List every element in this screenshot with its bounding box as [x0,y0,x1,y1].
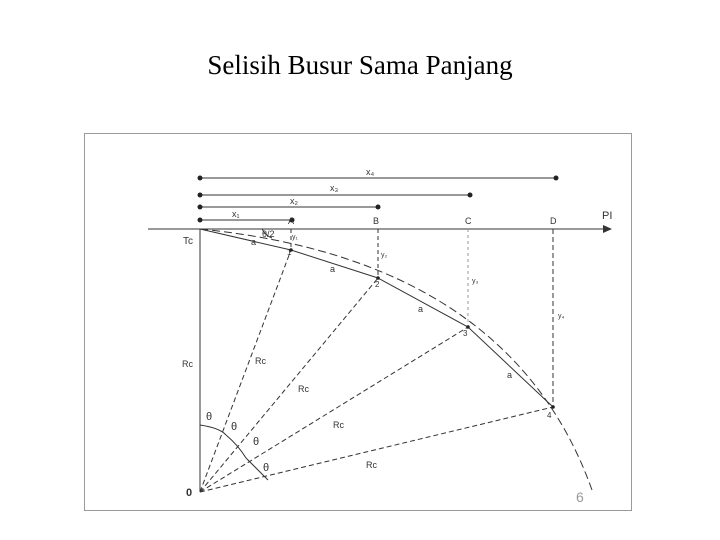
label-y1: y₁ [292,234,298,241]
curve-point-4-dot [551,405,555,409]
label-angle-2: θ [253,436,260,448]
radius-line-2 [200,278,378,492]
label-point-b: B [373,216,380,226]
dim-dot-x3-end [468,193,473,198]
label-rc-4: Rc [366,460,377,470]
dim-dot-x2-start [198,205,203,210]
angle-arc-2 [226,435,246,458]
dim-dot-x1-start [198,218,203,223]
label-arc-4: a [507,370,513,380]
label-y4: y₄ [558,313,565,320]
angle-arc-1 [200,425,226,435]
label-x4: x₄ [366,167,375,177]
label-curve-point-4: 4 [547,411,552,420]
label-y2: y₂ [381,252,388,259]
label-curve-point-1: 1 [287,248,292,257]
label-x3: x₃ [330,183,339,193]
label-x1: x₁ [232,209,240,219]
label-point-c: C [465,216,472,226]
label-arc-3: a [418,304,424,314]
label-center-o: 0 [186,487,193,499]
dim-dot-x3-start [198,193,203,198]
label-arc-1: a [251,237,257,247]
label-pi: PI [602,210,613,222]
label-tc: Tc [183,236,193,247]
label-curve-point-3: 3 [463,329,468,338]
label-point-d: D [550,216,557,226]
label-rc-vertical: Rc [182,359,193,369]
label-rc-3: Rc [333,420,344,430]
label-rc-2: Rc [298,384,309,394]
dim-dot-x4-end [554,176,559,181]
label-y3: y₃ [472,278,479,285]
label-rc-1: Rc [255,356,266,366]
label-angle-1: θ [206,411,213,423]
radius-line-4 [200,407,553,492]
dim-dot-x2-end [376,205,381,210]
label-arc-2: a [330,264,336,274]
label-angle-o: θ [231,421,238,433]
radius-line-3 [200,327,468,492]
dim-dot-x4-start [198,176,203,181]
label-point-a: A [288,216,295,226]
label-curve-point-2: 2 [375,280,380,289]
label-angle-3: θ [263,462,270,474]
slide-title: Selisih Busur Sama Panjang [207,50,513,80]
label-x2: x₂ [290,196,298,206]
radius-line-1 [200,250,291,492]
arrowhead-pi [603,225,612,233]
chord-lines [200,229,553,407]
page-number: 6 [576,489,584,505]
label-angle-half: θ/2 [262,229,275,239]
